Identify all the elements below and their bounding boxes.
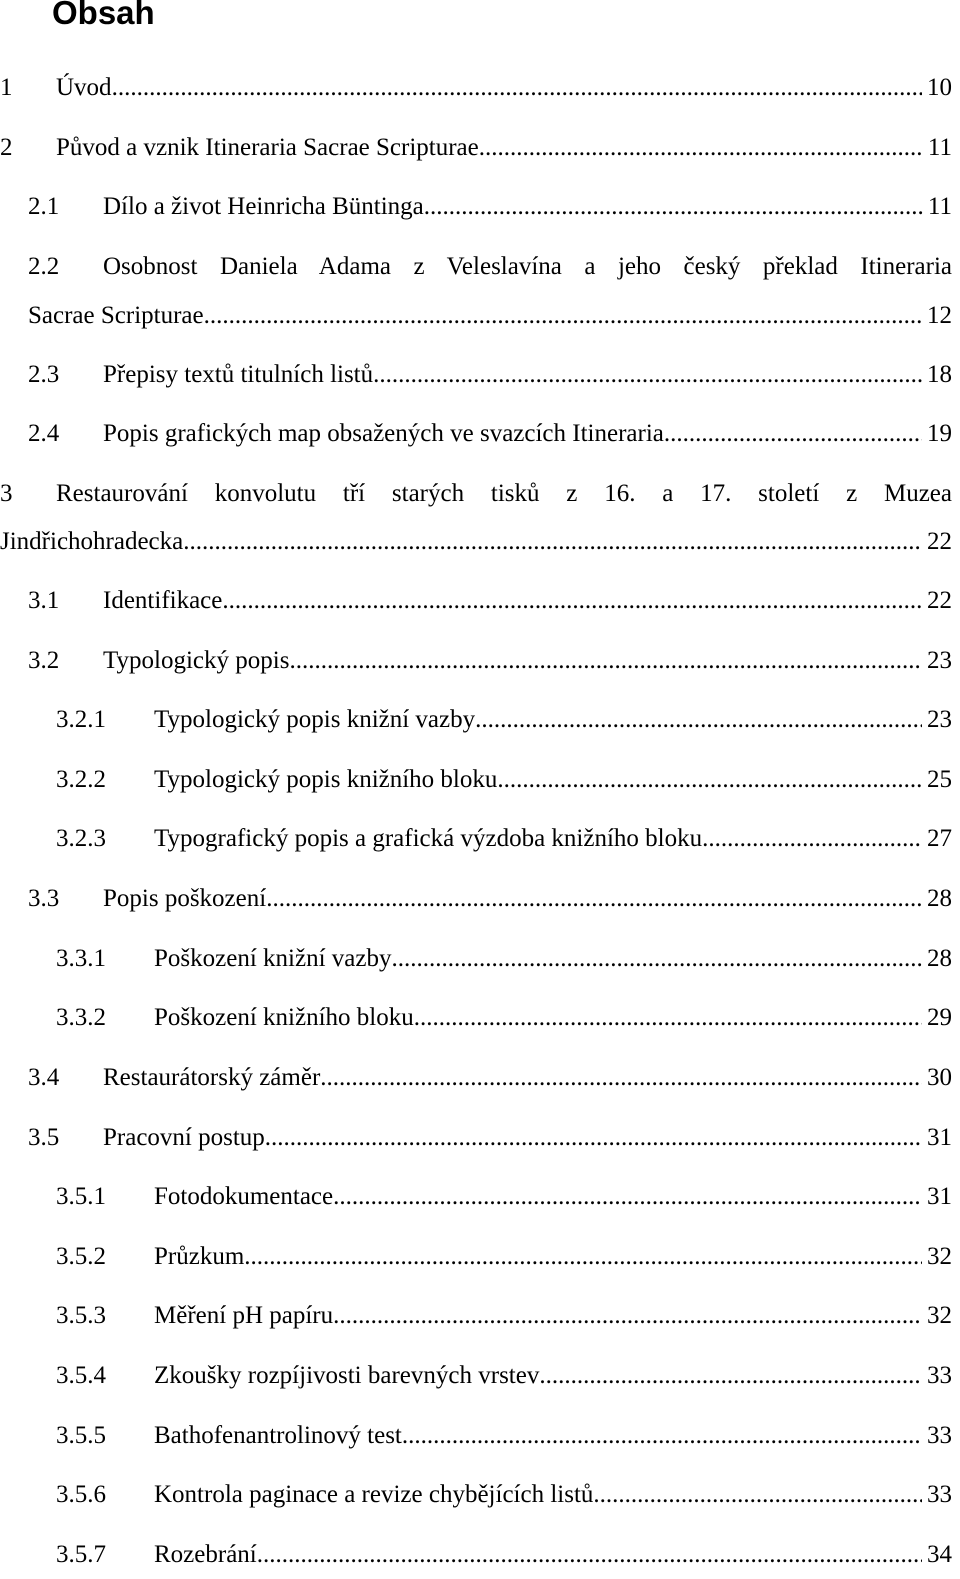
toc-leader-dots [204, 298, 922, 334]
toc-entry-3-2[interactable] [0, 643, 952, 679]
toc-entry-title[interactable]: Popis grafických map obsažených ve svazcích Itineraria. [103, 420, 671, 447]
toc-leader-dots [593, 1477, 922, 1513]
toc-entry-page: 18 [927, 361, 952, 388]
toc-entry-page: 32 [927, 1243, 952, 1270]
toc-entry-title[interactable]: Typologický popis [103, 647, 290, 674]
toc-entry-3-5-1[interactable] [0, 1179, 952, 1215]
toc-leader-dots [244, 1239, 922, 1275]
toc-entry-title[interactable]: Průzkum [154, 1243, 245, 1270]
toc-entry-number: 3.5 [28, 1124, 60, 1151]
toc-leader-dots [222, 583, 922, 619]
toc-entry-page: 19 [927, 420, 952, 447]
toc-entry-page: 30 [927, 1064, 952, 1091]
toc-entry-3-1[interactable] [0, 583, 952, 619]
toc-entry-number: 3.5.7 [56, 1541, 106, 1568]
toc-entry-2-2-continued[interactable] [0, 298, 952, 334]
toc-entry-3-5-3[interactable] [0, 1298, 952, 1334]
toc-entry-page: 28 [927, 885, 952, 912]
toc-entry-number: 2.4 [28, 420, 60, 447]
toc-entry-number: 3.2.2 [56, 766, 106, 793]
toc-leader-dots [289, 643, 922, 679]
toc-entry-number: 3.5.3 [56, 1302, 106, 1329]
toc-entry-page: 25 [927, 766, 952, 793]
toc-leader-dots [539, 1358, 922, 1394]
toc-entry-page: 31 [927, 1183, 952, 1210]
toc-entry-page: 11 [927, 193, 952, 220]
toc-entry-title[interactable]: Typografický popis a grafická výzdoba knižního bloku [154, 825, 703, 852]
toc-entry-3-5-5[interactable] [0, 1418, 952, 1454]
toc-entry-number: 1 [0, 74, 13, 101]
toc-entry-1[interactable] [0, 70, 952, 106]
toc-entry-3-2-1[interactable] [0, 702, 952, 738]
toc-leader-dots [333, 1179, 922, 1215]
toc-entry-number: 3.5.4 [56, 1362, 106, 1389]
toc-entry-page: 12 [927, 302, 952, 329]
toc-entry-number: 3.2 [28, 647, 60, 674]
toc-entry-title[interactable]: Měření pH papíru [154, 1302, 334, 1329]
toc-entry-title[interactable]: Rozebrání [154, 1541, 257, 1568]
toc-entry-3-5[interactable] [0, 1120, 952, 1156]
toc-leader-dots [424, 189, 923, 225]
toc-entry-3-4[interactable] [0, 1060, 952, 1096]
toc-leader-dots [373, 357, 922, 393]
toc-leader-dots [670, 416, 922, 452]
toc-entry-3-5-2[interactable] [0, 1239, 952, 1275]
toc-leader-dots [391, 941, 922, 977]
toc-entry-number: 3.2.3 [56, 825, 106, 852]
toc-entry-number: 2.2 [28, 253, 60, 280]
toc-leader-dots [475, 702, 922, 738]
toc-entry-2-1[interactable] [0, 189, 952, 225]
toc-entry-3-5-7[interactable] [0, 1537, 952, 1573]
toc-entry-title-line2[interactable]: Sacrae Scripturae [28, 302, 204, 329]
toc-entry-title[interactable]: Zkoušky rozpíjivosti barevných vrstev [154, 1362, 540, 1389]
toc-entry-title[interactable]: Kontrola paginace a revize chybějících listů [154, 1481, 594, 1508]
toc-leader-dots [402, 1418, 922, 1454]
toc-entry-title[interactable]: Typologický popis knižního bloku [154, 766, 498, 793]
toc-entry-page: 31 [927, 1124, 952, 1151]
toc-entry-title-line2[interactable]: Jindřichohradecka [0, 528, 184, 555]
toc-leader-dots [265, 1120, 922, 1156]
toc-entry-number: 3 [0, 480, 13, 507]
toc-entry-title[interactable]: Přepisy textů titulních listů [103, 361, 374, 388]
toc-entry-3-5-6[interactable] [0, 1477, 952, 1513]
toc-entry-title[interactable]: Poškození knižní vazby [154, 945, 392, 972]
toc-entry-page: 22 [927, 587, 952, 614]
toc-entry-number: 3.3.2 [56, 1004, 106, 1031]
toc-entry-number: 3.3.1 [56, 945, 106, 972]
toc-entry-page: 27 [927, 825, 952, 852]
page-title: Obsah [52, 0, 155, 31]
toc-entry-page: 33 [927, 1481, 952, 1508]
toc-entry-3-2-3[interactable] [0, 821, 952, 857]
toc-entry-title[interactable]: Restaurátorský záměr [103, 1064, 321, 1091]
toc-leader-dots [497, 762, 922, 798]
toc-entry-page: 23 [927, 706, 952, 733]
toc-entry-page: 11 [927, 134, 952, 161]
toc-leader-dots [112, 70, 922, 106]
toc-entry-page: 22 [927, 528, 952, 555]
toc-leader-dots [479, 130, 923, 166]
toc-entry-title[interactable]: Původ a vznik Itineraria Sacrae Scripturae [56, 134, 479, 161]
toc-entry-2-3[interactable] [0, 357, 952, 393]
toc-entry-number: 2.3 [28, 361, 60, 388]
toc-entry-title[interactable]: Pracovní postup [103, 1124, 265, 1151]
toc-entry-3-2-2[interactable] [0, 762, 952, 798]
toc-leader-dots [414, 1000, 922, 1036]
toc-leader-dots [333, 1298, 922, 1334]
toc-entry-title[interactable]: Identifikace [103, 587, 223, 614]
toc-entry-number: 3.1 [28, 587, 60, 614]
toc-entry-title[interactable]: Fotodokumentace [154, 1183, 334, 1210]
toc-entry-3-3-2[interactable] [0, 1000, 952, 1036]
toc-entry-number: 3.5.1 [56, 1183, 106, 1210]
toc-leader-dots [320, 1060, 922, 1096]
toc-entry-number: 3.5.2 [56, 1243, 106, 1270]
toc-entry-title[interactable]: Typologický popis knižní vazby [154, 706, 476, 733]
toc-entry-page: 23 [927, 647, 952, 674]
toc-entry-3-continued[interactable] [0, 524, 952, 560]
toc-entry-number: 2.1 [28, 193, 60, 220]
toc-entry-title-line1[interactable]: Restaurování konvolutu tří starých tisků z 16. a 17. století z Muzea [56, 480, 952, 507]
toc-leader-dots [702, 821, 922, 857]
toc-entry-title[interactable]: Úvod [56, 74, 112, 101]
toc-entry-title[interactable]: Bathofenantrolinový test [154, 1422, 402, 1449]
toc-entry-3-3-1[interactable] [0, 941, 952, 977]
toc-entry-page: 32 [927, 1302, 952, 1329]
toc-entry-3-5-4[interactable] [0, 1358, 952, 1394]
toc-entry-number: 3.3 [28, 885, 60, 912]
toc-entry-2[interactable] [0, 130, 952, 166]
toc-entry-page: 33 [927, 1422, 952, 1449]
toc-leader-dots [183, 524, 922, 560]
toc-entry-page: 28 [927, 945, 952, 972]
toc-entry-page: 29 [927, 1004, 952, 1031]
toc-entry-3-3[interactable] [0, 881, 952, 917]
toc-leader-dots [257, 1537, 922, 1573]
toc-entry-number: 3.5.5 [56, 1422, 106, 1449]
toc-entry-number: 3.2.1 [56, 706, 106, 733]
toc-entry-2-4[interactable] [0, 416, 952, 452]
toc-entry-2-2[interactable] [0, 249, 952, 285]
toc-entry-3[interactable] [0, 476, 952, 512]
toc-entry-page: 34 [927, 1541, 952, 1568]
toc-entry-title[interactable]: Popis poškození [103, 885, 267, 912]
toc-entry-number: 2 [0, 134, 13, 161]
toc-entry-title[interactable]: Poškození knižního bloku [154, 1004, 414, 1031]
toc-entry-number: 3.4 [28, 1064, 60, 1091]
toc-entry-number: 3.5.6 [56, 1481, 106, 1508]
toc-entry-title-line1[interactable]: Osobnost Daniela Adama z Veleslavína a jeho český překlad Itineraria [103, 253, 952, 280]
toc-entry-title[interactable]: Dílo a život Heinricha Büntinga [103, 193, 424, 220]
toc-entry-page: 33 [927, 1362, 952, 1389]
toc-entry-page: 10 [927, 74, 952, 101]
toc-leader-dots [266, 881, 922, 917]
